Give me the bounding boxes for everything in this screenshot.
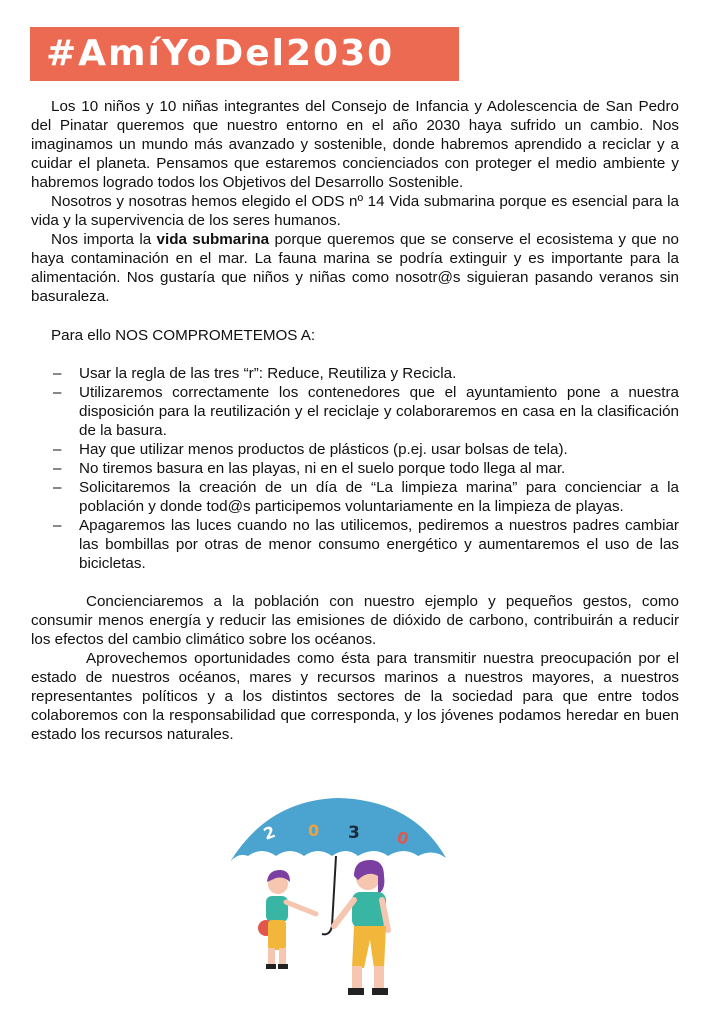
hashtag-banner: #AmíYoDel2030 [30,27,459,81]
umbrella-digit-0b: 0 [394,827,411,849]
commitment-text: Hay que utilizar menos productos de plásticos (p.ej. usar bolsas de tela). [79,441,568,458]
commitment-item [31,516,679,573]
commitment-text: No tiremos basura en las playas, ni en el suelo porque todo llega al mar. [79,460,566,477]
commitment-item [31,383,679,440]
commitment-list [31,364,679,573]
closing-paragraph-2: Aprovechemos oportunidades como ésta para transmitir nuestra preocupación por el estado de nuestros océanos, mares y recursos marinos a nuestros mayores, a nuestros representantes políticos y a los distintos sectores de la sociedad para que entre todos colaboremos con la responsabilidad que corresponda, y los jóvenes podamos heredar en buen estado los recursos naturales. [31,650,679,743]
intro-paragraph-3 [31,230,679,306]
commitment-text: Apagaremos las luces cuando no las utilicemos, pediremos a nuestros padres cambiar las bombillas por otras de menor consumo energético y aumentaremos el uso de las bicicletas. [79,517,679,572]
commitment-text: Solicitaremos la creación de un día de “La limpieza marina” para concienciar a la población y donde tod@s participemos voluntariamente en la limpieza de playas. [79,479,679,515]
commitment-text: Usar la regla de las tres “r”: Reduce, Reutiliza y Recicla. [79,365,457,382]
commitment-item [31,440,679,459]
umbrella-digit-2: 2 [260,822,278,844]
intro-paragraph-3-end: porque queremos que se conserve el ecosistema y que no haya contaminación en el mar. La fauna marina se podría extinguir y es importante para la alimentación. Nos gustaría que niños y niñas como nosotr@s siguieran pasando veranos sin basuraleza. [31,231,679,305]
dash-bullet-icon: – [53,460,62,477]
dash-bullet-icon: – [53,517,62,534]
dash-bullet-icon: – [53,384,62,401]
child-figure [258,870,316,969]
commitment-text: Utilizaremos correctamente los contenedores que el ayuntamiento pone a nuestra disposición para la reutilización y el reciclaje y colaboraremos en casa en la clasificación de la basura. [79,384,679,439]
commitment-item [31,459,679,478]
umbrella-illustration [228,790,448,1005]
umbrella-digit-3: 3 [348,823,360,843]
commitment-item [31,478,679,516]
intro-paragraph-3-start: Nos importa la [51,231,157,248]
document-body [31,97,679,744]
commitment-heading: Para ello NOS COMPROMETEMOS A: [51,327,316,344]
commitment-item [31,364,679,383]
vida-submarina-emphasis: vida submarina [156,231,270,248]
intro-paragraph-1: Los 10 niños y 10 niñas integrantes del Consejo de Infancia y Adolescencia de San Pedro del Pinatar queremos que nuestro entorno en el año 2030 haya sufrido un cambio. Nos imaginamos un mundo más avanzado y sostenible, donde habremos aprendido a reciclar y a cuidar el planeta. Pensamos que estaremos concienciados con proteger el medio ambiente y habremos logrado todos los Objetivos del Desarrollo Sostenible. [31,98,679,191]
dash-bullet-icon: – [53,365,62,382]
dash-bullet-icon: – [53,441,62,458]
umbrella-digit-0a: 0 [308,821,320,840]
dash-bullet-icon: – [53,479,62,496]
adult-figure [334,860,388,995]
closing-paragraph-1: Concienciaremos a la población con nuestro ejemplo y pequeños gestos, como consumir menos energía y reducir las emisiones de dióxido de carbono, contribuirán a reducir los efectos del cambio climático sobre los océanos. [31,593,679,648]
intro-paragraph-2: Nosotros y nosotras hemos elegido el ODS nº 14 Vida submarina porque es esencial para la vida y la supervivencia de los seres humanos. [31,193,679,229]
